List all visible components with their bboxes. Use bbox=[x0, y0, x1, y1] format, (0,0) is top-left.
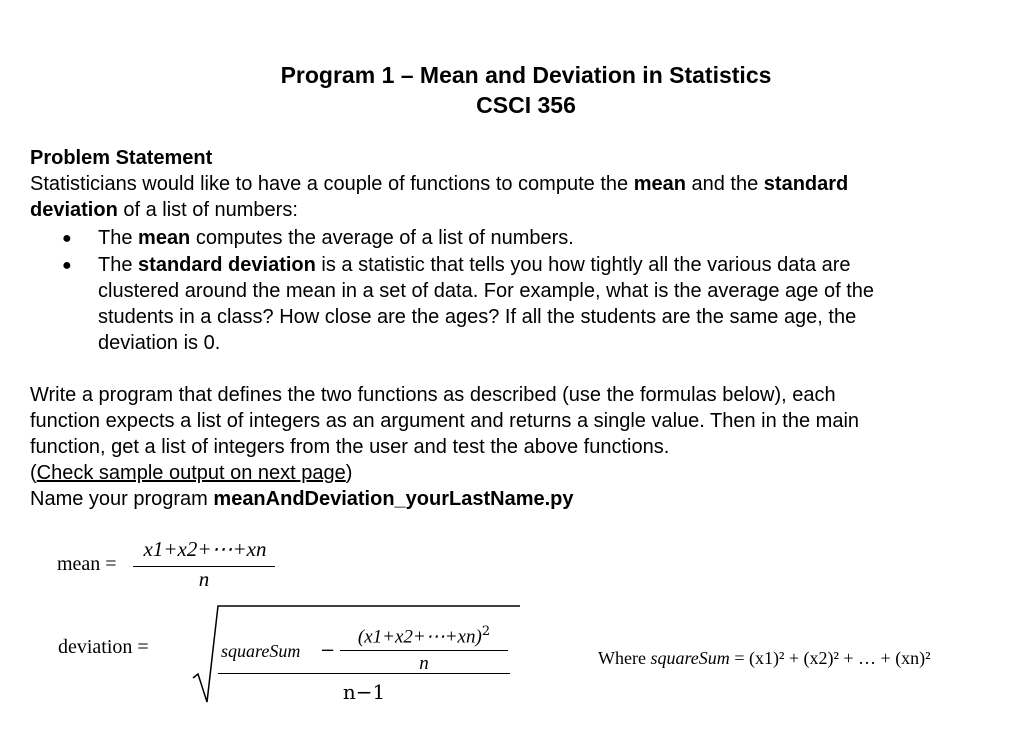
outer-denominator: n−1 bbox=[342, 680, 386, 704]
bullet-std-line-3: students in a class? How close are the ages? If all the students are the same age, the bbox=[98, 306, 857, 328]
outer-fraction-bar bbox=[218, 673, 510, 674]
intro-standard-bold: standard bbox=[763, 173, 849, 195]
where-prefix: Where bbox=[598, 648, 651, 668]
bullet-dot-icon: ● bbox=[62, 230, 72, 247]
intro-text: and the bbox=[685, 173, 764, 195]
page-title: Program 1 – Mean and Deviation in Statistics bbox=[280, 62, 772, 88]
deviation-label: deviation = bbox=[58, 636, 149, 658]
inner-fraction-bar bbox=[340, 650, 508, 651]
bullet-std-line-1 bbox=[98, 252, 851, 278]
paren-close: ) bbox=[345, 462, 353, 484]
instructions-line-1: Write a program that defines the two functions as described (use the formulas below), each bbox=[30, 384, 836, 406]
bullet-std-line-4: deviation is 0. bbox=[98, 332, 221, 354]
bullet-text: computes the average of a list of numbers. bbox=[190, 227, 574, 249]
problem-heading: Problem Statement bbox=[30, 147, 213, 169]
inner-denominator: n bbox=[419, 653, 429, 674]
instructions-line-2: function expects a list of integers as an argument and returns a single value. Then in the main bbox=[30, 410, 860, 432]
intro-line-1 bbox=[30, 171, 848, 197]
bullet-dot-icon: ● bbox=[62, 257, 72, 274]
intro-mean-bold: mean bbox=[633, 173, 686, 195]
squaresum-term: squareSum bbox=[221, 641, 301, 661]
mean-numerator: x1+x2+⋯+xn bbox=[143, 537, 267, 561]
mean-label: mean = bbox=[57, 553, 117, 575]
inner-exponent: 2 bbox=[481, 624, 491, 639]
minus-sign: − bbox=[320, 640, 336, 661]
bullet-bold: mean bbox=[138, 227, 191, 249]
intro-line-2 bbox=[30, 197, 298, 223]
instructions-line-3: function, get a list of integers from the user and test the above functions. bbox=[30, 436, 670, 458]
inner-numerator bbox=[338, 624, 510, 648]
inner-numerator-text: (x1+x2+⋯+xn) bbox=[357, 626, 482, 648]
course-code: CSCI 356 bbox=[476, 92, 576, 118]
paren-open: ( bbox=[30, 462, 37, 484]
intro-text: of a list of numbers: bbox=[117, 199, 298, 221]
where-variable: squareSum bbox=[650, 648, 730, 668]
program-name-line bbox=[30, 486, 574, 512]
sample-output-note bbox=[30, 460, 352, 486]
program-name-prefix: Name your program bbox=[30, 488, 214, 510]
squaresum-definition bbox=[598, 648, 931, 669]
bullet-bold: standard deviation bbox=[138, 254, 316, 276]
sample-output-link[interactable]: Check sample output on next page bbox=[36, 462, 346, 484]
intro-text: Statisticians would like to have a couple of functions to compute the bbox=[30, 173, 634, 195]
bullet-text: is a statistic that tells you how tightly all the various data are bbox=[315, 254, 851, 276]
bullet-text: The bbox=[98, 254, 139, 276]
where-expression: = (x1)² + (x2)² + … + (xn)² bbox=[729, 648, 931, 668]
bullet-std-line-2: clustered around the mean in a set of data. For example, what is the average age of the bbox=[98, 280, 875, 302]
mean-denominator: n bbox=[198, 567, 210, 591]
intro-deviation-bold: deviation bbox=[30, 199, 118, 221]
program-filename: meanAndDeviation_yourLastName.py bbox=[213, 488, 574, 510]
bullet-text: The bbox=[98, 227, 139, 249]
bullet-mean bbox=[98, 225, 574, 251]
